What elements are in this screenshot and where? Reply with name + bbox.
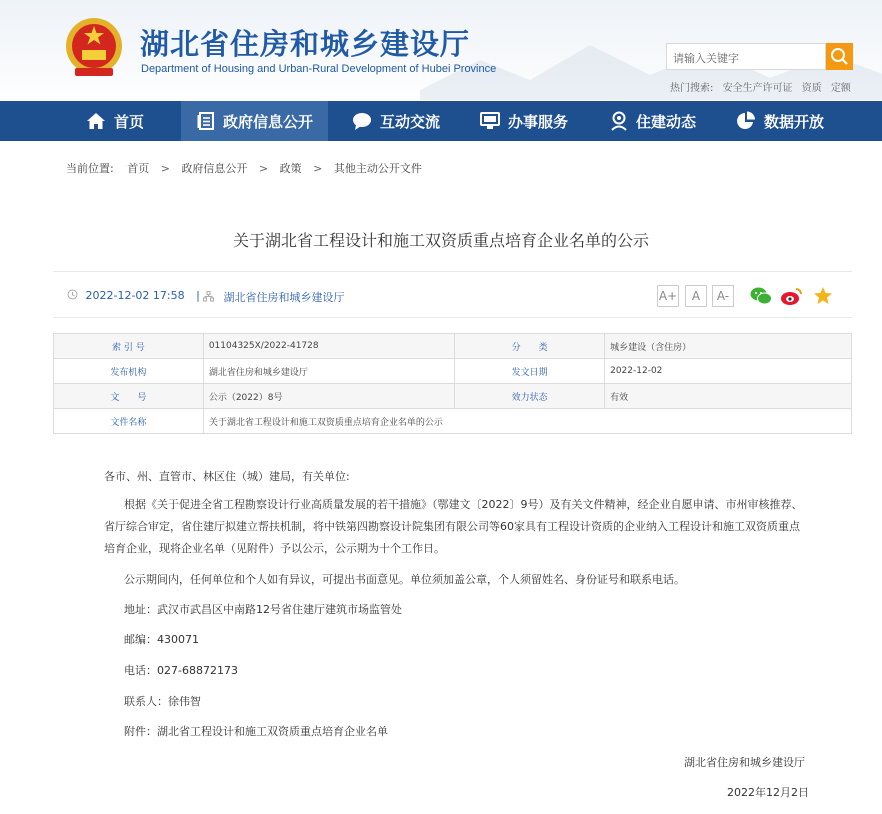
nav-label: 政府信息公开 (223, 112, 314, 131)
nav-item-interaction[interactable] (352, 101, 440, 141)
paragraph: 根据《关于促进全省工程勘察设计行业高质量发展的若干措施》（鄂建文〔2022〕9号）及有关文件精神，经企业自愿申请、市州审核推荐、省厅综合审定，省住建厅拟建立帮扶机制，将中铁第四勘察设计院集团有限公司等60家具有工程设计资质的企业纳入工程设计和施工双资质重点培育企业，现将企业名单（见附件）予以公示，公示期为十个工作日。 (104, 498, 803, 555)
font-size-increase-button[interactable]: A+ (657, 285, 679, 307)
search-input[interactable]: 请输入关键字 (666, 43, 826, 70)
signature: 湖北省住房和城乡建设厅 (684, 756, 805, 769)
home-icon (86, 112, 106, 130)
meta-separator: | (196, 289, 200, 302)
nav-item-gov-info[interactable] (181, 101, 328, 141)
datetime-text: 2022-12-02 17:58 (85, 289, 185, 302)
search-button[interactable] (826, 43, 853, 70)
location-icon (610, 111, 628, 131)
breadcrumb-separator: > (258, 162, 269, 175)
table-row (54, 359, 852, 384)
document-info-table (53, 333, 852, 434)
table-row (54, 334, 852, 359)
info-value: 01104325X/2022-41728 (203, 334, 454, 359)
clock-icon (67, 289, 78, 300)
breadcrumb (66, 160, 422, 176)
nav-label: 住建动态 (636, 112, 697, 131)
article-meta-bar (53, 271, 852, 318)
info-key: 发布机构 (54, 359, 204, 384)
info-value: 有效 (605, 384, 852, 409)
phone-line: 电话：027-68872173 (124, 664, 238, 677)
article-title: 关于湖北省工程设计和施工双资质重点培育企业名单的公示 (232, 231, 649, 250)
nav-label: 首页 (114, 112, 145, 131)
favorite-star-icon[interactable] (813, 286, 833, 306)
monitor-icon (480, 112, 500, 130)
source-text: 湖北省住房和城乡建设厅 (223, 291, 345, 304)
address-line: 地址：武汉市武昌区中南路12号省住建厅建筑市场监管处 (124, 603, 402, 616)
info-key: 文 号 (54, 384, 204, 409)
hot-search-label: 热门搜索: (670, 83, 714, 94)
font-size-decrease-button[interactable]: A- (712, 285, 734, 307)
breadcrumb-separator: > (160, 162, 170, 175)
breadcrumb-separator: > (313, 162, 323, 175)
hot-search (670, 79, 857, 94)
nav-item-open-data[interactable] (736, 101, 824, 141)
table-row (54, 384, 852, 409)
pie-chart-icon (736, 111, 756, 131)
salutation: 各市、州、直管市、林区住（城）建局，有关单位: (104, 470, 350, 483)
info-key: 分 类 (455, 334, 605, 359)
national-emblem-icon (63, 16, 125, 80)
nav-item-home[interactable] (86, 101, 144, 141)
sign-date: 2022年12月2日 (727, 786, 809, 799)
hot-search-term[interactable]: 安全生产许可证 (722, 83, 793, 94)
chat-icon (352, 112, 372, 130)
breadcrumb-label: 当前位置: (66, 162, 114, 175)
postcode-line: 邮编：430071 (124, 633, 199, 646)
wechat-share-icon[interactable] (750, 286, 772, 306)
info-key: 文件名称 (54, 409, 204, 434)
info-value: 2022-12-02 (605, 359, 852, 384)
info-key: 索 引 号 (54, 334, 204, 359)
breadcrumb-item-home[interactable]: 首页 (127, 162, 150, 175)
site-header (0, 0, 882, 101)
attachment-link[interactable]: 附件：湖北省工程设计和施工双资质重点培育企业名单 (124, 725, 388, 738)
info-key: 发文日期 (455, 359, 605, 384)
nav-label: 办事服务 (508, 112, 569, 131)
info-value: 关于湖北省工程设计和施工双资质重点培育企业名单的公示 (203, 409, 851, 434)
publish-datetime (67, 289, 200, 302)
paragraph: 公示期间内，任何单位和个人如有异议，可提出书面意见。单位须加盖公章，个人须留姓名、身份证号和联系电话。 (124, 573, 685, 586)
site-title[interactable]: 湖北省住房和城乡建设厅 (140, 27, 471, 61)
weibo-share-icon[interactable] (780, 286, 804, 306)
breadcrumb-item-other-files[interactable]: 其他主动公开文件 (333, 162, 422, 175)
nav-item-news[interactable] (610, 101, 696, 141)
site-subtitle: Department of Housing and Urban-Rural Development of Hubei Province (141, 63, 497, 75)
contact-line: 联系人：徐伟智 (124, 695, 201, 708)
info-key: 效力状态 (455, 384, 605, 409)
breadcrumb-item-gov-info[interactable]: 政府信息公开 (181, 162, 248, 175)
hot-search-term[interactable]: 资质 (801, 83, 822, 94)
hot-search-term[interactable]: 定额 (830, 83, 851, 94)
info-value: 城乡建设（含住房） (605, 334, 852, 359)
nav-label: 互动交流 (380, 112, 441, 131)
nav-label: 数据开放 (764, 112, 825, 131)
info-value: 公示（2022）8号 (203, 384, 454, 409)
font-size-default-button[interactable]: A (685, 285, 707, 307)
search-icon (826, 43, 853, 70)
breadcrumb-item-policy[interactable]: 政策 (279, 162, 302, 175)
org-icon (203, 291, 214, 302)
main-nav (0, 101, 882, 141)
table-row (54, 409, 852, 434)
article-source (203, 289, 345, 305)
nav-item-services[interactable] (480, 101, 568, 141)
document-icon (197, 112, 215, 130)
info-value: 湖北省住房和城乡建设厅 (203, 359, 454, 384)
